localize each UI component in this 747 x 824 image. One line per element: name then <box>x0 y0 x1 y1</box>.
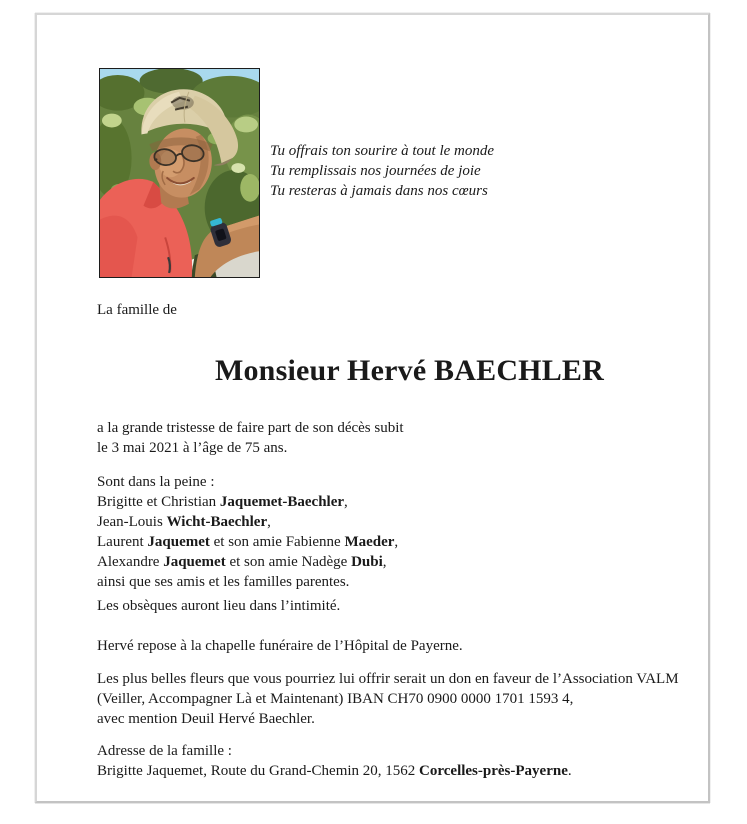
text-line: Tu offrais ton sourire à tout le monde <box>270 143 495 159</box>
memorial-verse <box>270 141 494 201</box>
text-line: a la grande tristesse de faire part de son décès subit <box>97 420 404 436</box>
portrait-photo-art <box>100 69 259 277</box>
text-line <box>97 532 398 552</box>
text-line <box>97 552 398 572</box>
text-line: Tu remplissais nos journées de joie <box>270 163 481 179</box>
text-segment: , <box>394 534 399 550</box>
intro-line <box>97 300 177 320</box>
intro-text: La famille de <box>97 302 177 318</box>
bold-name: Dubi <box>351 554 383 570</box>
text-line <box>97 492 398 512</box>
text-line <box>97 572 398 592</box>
funeral-note <box>97 596 340 616</box>
repose-note <box>97 636 463 656</box>
text-segment: Alexandre <box>97 554 164 570</box>
bold-name: Corcelles-près-Payerne <box>419 763 568 779</box>
portrait-photo <box>99 68 260 278</box>
text-segment: Sont dans la peine : <box>97 474 215 490</box>
text-segment: Laurent <box>97 534 148 550</box>
bold-name: Wicht-Baechler <box>166 514 268 530</box>
text-line: Les obsèques auront lieu dans l’intimité. <box>97 598 341 614</box>
text-segment: Brigitte et Christian <box>97 494 220 510</box>
text-segment: ainsi que ses amis et les familles parentes. <box>97 574 350 590</box>
text-segment: et son amie Fabienne <box>209 534 345 550</box>
text-segment: et son amie Nadège <box>225 554 352 570</box>
bold-name: Jaquemet <box>163 554 226 570</box>
text-line <box>97 472 398 492</box>
bold-name: Jaquemet <box>147 534 210 550</box>
mourners-list <box>97 472 398 592</box>
text-line <box>97 741 572 761</box>
text-line: Hervé repose à la chapelle funéraire de l’Hôpital de Payerne. <box>97 638 463 654</box>
text-line: avec mention Deuil Hervé Baechler. <box>97 711 315 727</box>
text-segment: Jean-Louis <box>97 514 167 530</box>
donation-note <box>97 669 679 729</box>
page-border-frame <box>35 13 710 803</box>
text-line: le 3 mai 2021 à l’âge de 75 ans. <box>97 440 288 456</box>
announcement-paragraph <box>97 418 404 458</box>
text-line <box>97 512 398 532</box>
text-segment: . <box>567 763 572 779</box>
text-line <box>97 761 572 781</box>
text-segment: Adresse de la famille : <box>97 743 232 759</box>
text-line: Tu resteras à jamais dans nos cœurs <box>270 183 488 199</box>
text-segment: Brigitte Jaquemet, Route du Grand-Chemin 20, 1562 <box>97 763 420 779</box>
bold-name: Jaquemet-Baechler <box>219 494 345 510</box>
bold-name: Maeder <box>344 534 395 550</box>
family-address <box>97 741 572 781</box>
deceased-name-title: Monsieur Hervé BAECHLER <box>214 354 605 387</box>
text-line: Les plus belles fleurs que vous pourriez lui offrir serait un don en faveur de l’Association VALM <box>97 671 679 687</box>
text-segment: , <box>382 554 387 570</box>
text-segment: , <box>267 514 271 530</box>
text-line: (Veiller, Accompagner Là et Maintenant) IBAN CH70 0900 0000 1701 1593 4, <box>97 691 574 707</box>
text-segment: , <box>344 494 348 510</box>
